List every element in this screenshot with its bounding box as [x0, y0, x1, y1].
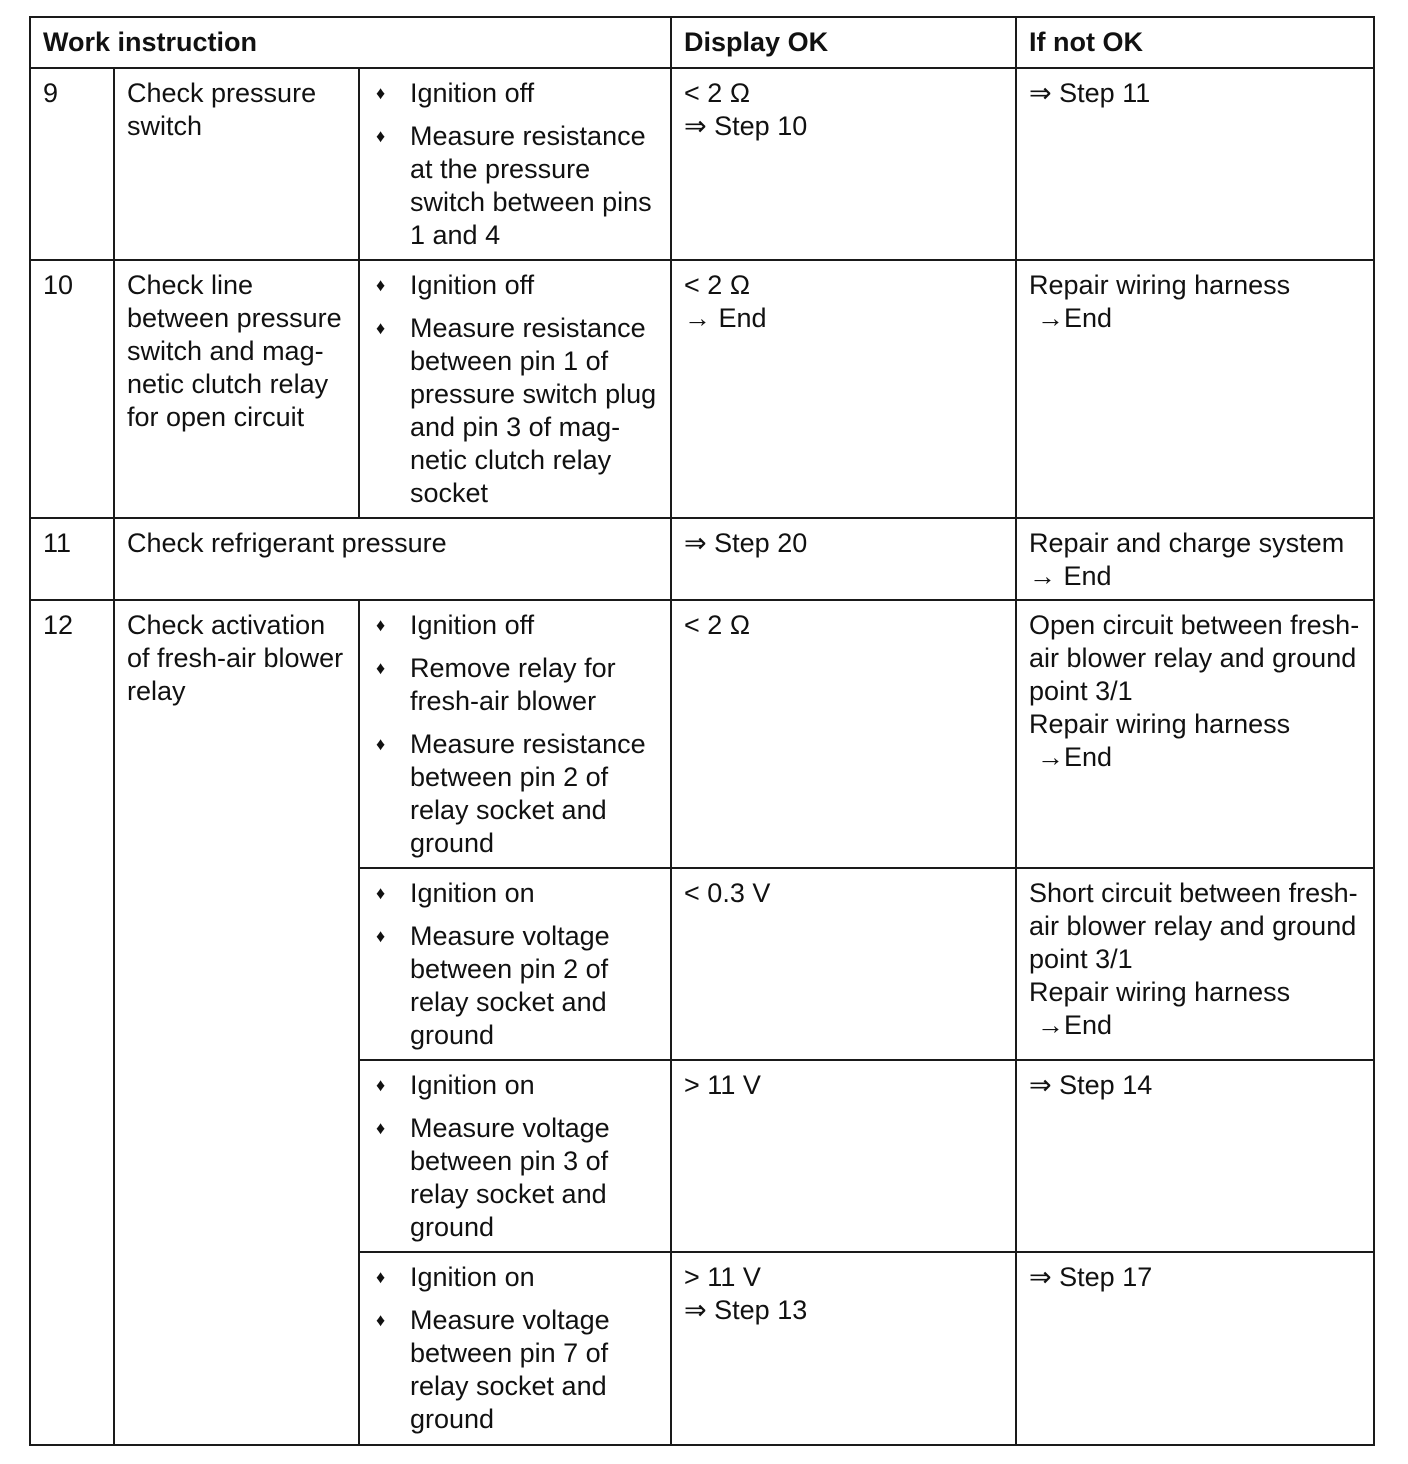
list-item: ♦ Measure voltage between pin 7 of relay socket and ground — [376, 1305, 610, 1434]
check-description: Check line between pressure switch and mag-netic clutch relay for open circuit — [114, 260, 359, 518]
bullet-icon: ♦ — [376, 734, 386, 754]
header-display-ok: Display OK — [671, 17, 1016, 68]
display-ok-cell: < 2 Ω → End — [671, 260, 1016, 518]
check-description: Check pressure switch — [114, 68, 359, 260]
action-list — [359, 1060, 671, 1252]
display-ok-cell: > 11 V — [671, 1060, 1016, 1252]
table-row-step-12 — [30, 600, 1374, 868]
list-item: ♦ Ignition off — [376, 78, 535, 108]
list-item: ♦ Remove relay for fresh-air blower — [376, 653, 616, 716]
header-work-instruction: Work instruction — [30, 17, 671, 68]
display-ok-cell: < 0.3 V — [671, 868, 1016, 1060]
action-list — [359, 68, 671, 260]
bullet-icon: ♦ — [376, 318, 386, 338]
if-not-ok-cell: ⇒ Step 14 — [1016, 1060, 1374, 1252]
if-not-ok-cell: ⇒ Step 17 — [1016, 1252, 1374, 1445]
list-item: ♦ Ignition on — [376, 878, 535, 908]
display-ok-cell: < 2 Ω — [671, 600, 1016, 868]
bullet-icon: ♦ — [376, 1118, 386, 1138]
bullet-icon: ♦ — [376, 926, 386, 946]
bullet-icon: ♦ — [376, 658, 386, 678]
bullet-icon: ♦ — [376, 83, 386, 103]
step-number: 12 — [30, 600, 114, 1445]
if-not-ok-cell: Repair and charge system → End — [1016, 518, 1374, 600]
step-number: 10 — [30, 260, 114, 518]
list-item: ♦ Measure voltage between pin 2 of relay socket and ground — [376, 921, 610, 1050]
bullet-icon: ♦ — [376, 275, 386, 295]
list-item: ♦ Measure resistance at the pressure switch between pins 1 and 4 — [376, 121, 652, 250]
action-list — [359, 868, 671, 1060]
action-list — [359, 260, 671, 518]
bullet-icon: ♦ — [376, 883, 386, 903]
list-item: ♦ Ignition on — [376, 1262, 535, 1292]
display-ok-cell: ⇒ Step 20 — [671, 518, 1016, 600]
if-not-ok-cell: ⇒ Step 11 — [1016, 68, 1374, 260]
list-item: ♦ Measure voltage between pin 3 of relay socket and ground — [376, 1113, 610, 1242]
table-row-step-9 — [30, 68, 1374, 260]
display-ok-cell: < 2 Ω ⇒ Step 10 — [671, 68, 1016, 260]
action-list — [359, 1252, 671, 1445]
check-description: Check activation of fresh-air blower relay — [114, 600, 359, 1445]
step-number: 11 — [30, 518, 114, 600]
bullet-icon: ♦ — [376, 615, 386, 635]
list-item: ♦ Ignition off — [376, 610, 535, 640]
step-number: 9 — [30, 68, 114, 260]
table-row-step-10 — [30, 260, 1374, 518]
list-item: ♦ Ignition on — [376, 1070, 535, 1100]
bullet-icon: ♦ — [376, 126, 386, 146]
display-ok-cell: > 11 V ⇒ Step 13 — [671, 1252, 1016, 1445]
if-not-ok-cell: Short circuit between fresh-air blower relay and ground point 3/1 Repair wiring harness →End — [1016, 868, 1374, 1060]
if-not-ok-cell: Repair wiring harness →End — [1016, 260, 1374, 518]
header-row — [30, 17, 1374, 68]
check-description: Check refrigerant pressure — [114, 518, 671, 600]
bullet-icon: ♦ — [376, 1075, 386, 1095]
list-item: ♦ Ignition off — [376, 270, 535, 300]
if-not-ok-cell: Open circuit between fresh-air blower relay and ground point 3/1 Repair wiring harness →End — [1016, 600, 1374, 868]
list-item: ♦ Measure resistance between pin 2 of relay socket and ground — [376, 729, 646, 858]
bullet-icon: ♦ — [376, 1310, 386, 1330]
header-if-not-ok: If not OK — [1016, 17, 1374, 68]
action-list — [359, 600, 671, 868]
table-row-step-11 — [30, 518, 1374, 600]
list-item: ♦ Measure resistance between pin 1 of pressure switch plug and pin 3 of mag-netic clutch relay socket — [376, 313, 657, 508]
work-instruction-table — [29, 16, 1375, 1446]
bullet-icon: ♦ — [376, 1267, 386, 1287]
